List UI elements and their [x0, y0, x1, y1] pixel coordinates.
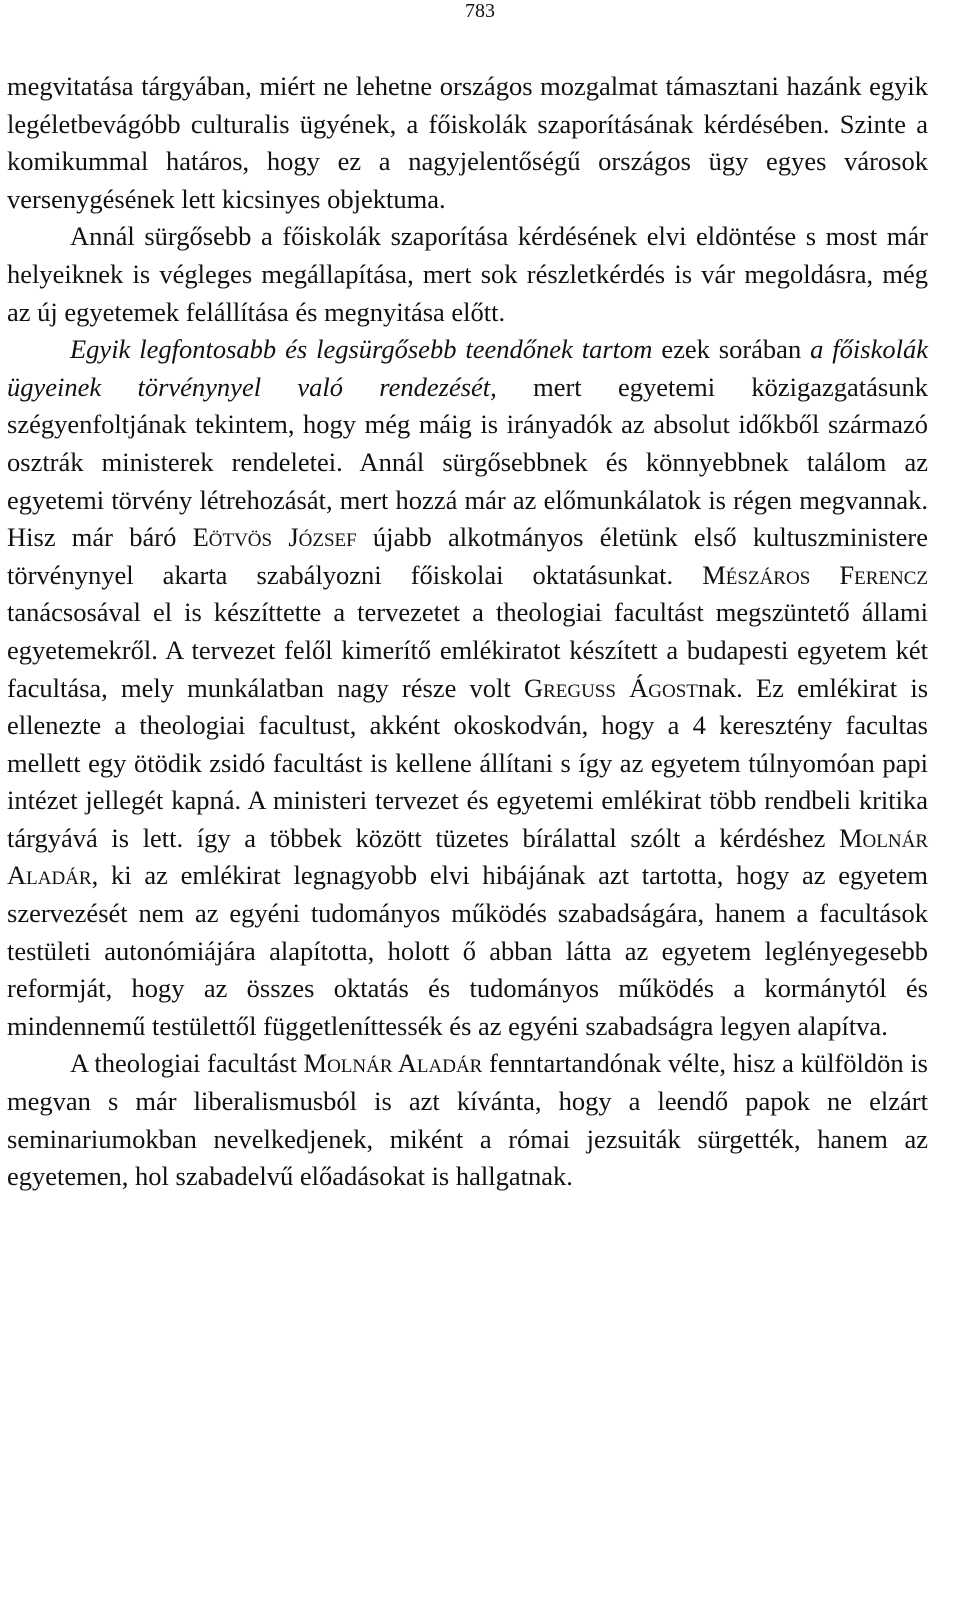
paragraph: [7, 218, 928, 331]
text-run: tanácsosával el is készíttette a tervezetet a theologiai facultást megszüntető állami egyetemekről. A tervezet felől kimerítő emlékiratot készített a budapesti egyetem két facultása, mely munkálatban nagy része volt: [7, 597, 928, 703]
text-run: fenntartandónak vélte, hisz a külföldön is megvan s már liberalismusból is azt kívánta, hogy a leendő papok ne elzárt seminariumokban nevelkedjenek, miként a római jezsuiták sürgették, hanem az egyetemen, hol szabadelvű előadásokat is hallgatnak.: [7, 1048, 928, 1192]
person-name: Eötvös József: [192, 522, 357, 553]
emphasis-text: Egyik legfontosabb és legsürgősebb teendőnek tartom: [70, 334, 653, 365]
person-name: Molnár Aladár: [7, 822, 928, 891]
text-run: , ki az emlékirat legnagyobb elvi hibájának azt tartotta, hogy az egyetem szervezését nem az egyéni tudományos működés szabadságára, hanem a facultások testületi autonómiájára alapította, holott ő abban látta az egyetem leglényegesebb reformját, hogy az összes oktatás és tudományos működés a kormánytól és mindennemű testülettől függetleníttessék és az egyéni szabadságra legyen alapítva.: [7, 860, 928, 1041]
person-name: Molnár Aladár: [303, 1048, 483, 1079]
emphasis-text: a főiskolák ügyeinek törvénynyel való rendezését,: [7, 334, 928, 402]
paragraph: [7, 68, 928, 218]
text-run: megvitatása tárgyában, miért ne lehetne országos mozgalmat támasztani hazánk egyik legéletbevágóbb culturalis ügyének, a főiskolák szaporításának kérdésében. Szinte a komikummal határos, hogy ez a nagyjelentőségű országos ügy egyes városok versenygésének lett kicsinyes objektuma.: [7, 71, 928, 214]
text-run: mert egyetemi közigazgatásunk szégyenfoltjának tekintem, hogy még máig is irányadók az absolut időkből származó osztrák ministerek rendeletei. Annál sürgősebbnek és könnyebbnek találom az egyetemi törvény létrehozását, mert hozzá már az előmunkálatok is régen megvannak. Hisz már báró: [7, 371, 928, 553]
page-number: 783: [465, 0, 495, 22]
paragraph: [7, 1045, 928, 1195]
body-text: [7, 68, 928, 1196]
text-run: Annál sürgősebb a főiskolák szaporítása kérdésének elvi eldöntése s most már helyeiknek is végleges megállapítása, mert sok részletkérdés is vár megoldásra, még az új egyetemek felállítása és megnyitása előtt.: [7, 221, 928, 327]
text-run: ezek sorában: [652, 334, 811, 365]
text-run: A theologiai facultást: [70, 1048, 304, 1079]
paragraph: [7, 331, 928, 1045]
person-name: Greguss Ágost: [523, 672, 698, 703]
text-run: nak. Ez emlékirat is ellenezte a theologiai facultust, akként okoskodván, hogy a 4 keresztény facultas mellett egy ötödik zsidó facultást is kellene állítani s így az egyetem túlnyomóan papi intézet jellegét kapná. A ministeri tervezet és egyetemi emlékirat több rendbeli kritika tárgyává is lett. így a többek között tüzetes bírálattal szólt a kérdéshez: [7, 672, 929, 853]
person-name: Mészáros Ferencz: [702, 559, 928, 590]
text-run: újabb alkotmányos életünk első kultuszministere törvénynyel akarta szabályozni főiskolai oktatásunkat.: [7, 522, 928, 590]
